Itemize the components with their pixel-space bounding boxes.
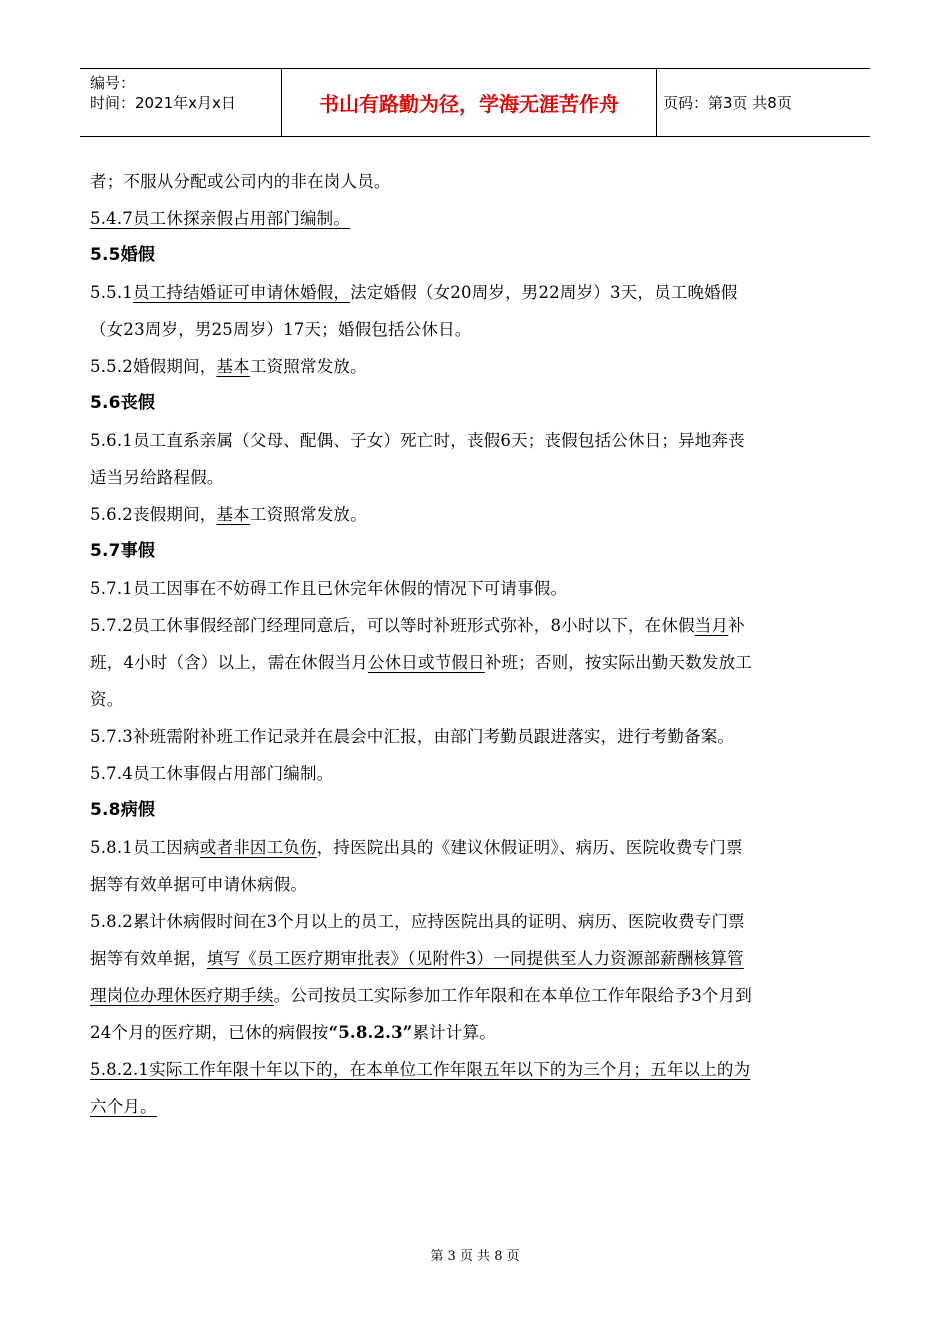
text-line: 5.8.2累计休病假时间在3个月以上的员工，应持医院出具的证明、病历、医院收费专门票 [90,912,745,931]
text-line [90,644,865,681]
header-motto: 书山有路勤为径，学海无涯苦作舟 [282,69,657,136]
text-line [90,1014,865,1051]
text-line [90,1088,865,1125]
header-info-cell [80,69,282,136]
text-span: 累计计算。 [412,1023,496,1042]
underlined-text: 员工持结婚证可申请休婚假， [132,283,351,302]
text-span: 5.5.2婚假期间， [90,357,217,376]
text-span: 24个月的医疗期，已休的病假按 [90,1023,329,1042]
underlined-text: 填写《员工医疗期审批表》（见附件3）一同提供至人力资源部薪酬核算管 [206,949,744,968]
underlined-text: 理岗位办理休医疗期手续 [90,986,274,1005]
text-span: 补 [728,616,745,635]
section-heading-5-6: 5.6丧假 [90,393,156,413]
text-line [90,829,865,866]
page-footer: 第 3 页 共 8 页 [430,1249,520,1264]
document-body [90,163,865,1125]
text-span: 5.8.1员工因病 [90,838,200,857]
text-line: 适当另给路程假。 [90,468,224,487]
text-line [90,496,865,533]
text-span: 工资照常发放。 [249,505,367,524]
section-heading-5-5: 5.5婚假 [90,245,156,265]
text-span: ，持医院出具的《建议休假证明》、病历、医院收费专门票 [316,838,743,857]
text-span: 法定婚假（女20周岁，男22周岁）3天，员工晚婚假 [350,283,738,302]
text-line: 5.7.1员工因事在不妨碍工作且已休完年休假的情况下可请事假。 [90,579,568,598]
underlined-text: 或者非因工负伤 [199,838,317,857]
header-page-number: 页码：第3页 共8页 [663,94,792,112]
section-heading-5-8: 5.8病假 [90,800,156,820]
bold-reference: “5.8.2.3” [328,1023,413,1042]
underlined-text: 基本 [216,505,250,524]
text-span: 班，4小时（含）以上，需在休假当月 [90,653,368,672]
text-line: 5.7.3补班需附补班工作记录并在晨会中汇报，由部门考勤员跟进落实，进行考勤备案。 [90,727,735,746]
text-line [90,940,865,977]
page-header [80,68,870,137]
underlined-text: 基本 [216,357,250,376]
underlined-text: 5.8.2.1实际工作年限十年以下的，在本单位工作年限五年以下的为三个月；五年以上的为 [90,1060,751,1079]
text-line: （女23周岁，男25周岁）17天；婚假包括公休日。 [90,320,472,339]
text-span: 。公司按员工实际参加工作年限和在本单位工作年限给予3个月到 [273,986,753,1005]
text-line [90,274,865,311]
text-line [90,977,865,1014]
text-line [90,607,865,644]
text-line: 5.7.4员工休事假占用部门编制。 [90,764,334,783]
text-line: 5.6.1员工直系亲属（父母、配偶、子女）死亡时，丧假6天；丧假包括公休日；异地奔丧 [90,431,745,450]
underlined-text: 5.4.7员工休探亲假占用部门编制。 [90,209,351,228]
text-line [90,348,865,385]
text-span: 工资照常发放。 [249,357,367,376]
text-line [90,200,865,237]
text-line: 资。 [90,690,124,709]
text-line: 据等有效单据可申请休病假。 [90,875,308,894]
document-number-label: 编号： [90,74,136,92]
text-line: 者；不服从分配或公司内的非在岗人员。 [90,172,391,191]
text-line [90,1051,865,1088]
underlined-text: 当月 [694,616,729,635]
text-span: 补班；否则，按实际出勤天数发放工 [484,653,753,672]
text-span: 5.6.2丧假期间， [90,505,217,524]
underlined-text: 六个月。 [90,1097,157,1116]
text-span: 5.7.2员工休事假经部门经理同意后，可以等时补班形式弥补，8小时以下，在休假 [90,616,695,635]
underlined-text: 公休日或节假日 [367,653,485,672]
section-heading-5-7: 5.7事假 [90,541,156,561]
text-span: 据等有效单据， [90,949,207,968]
text-span: 5.5.1 [90,283,133,302]
document-date-label: 时间：2021年x月x日 [90,94,236,112]
